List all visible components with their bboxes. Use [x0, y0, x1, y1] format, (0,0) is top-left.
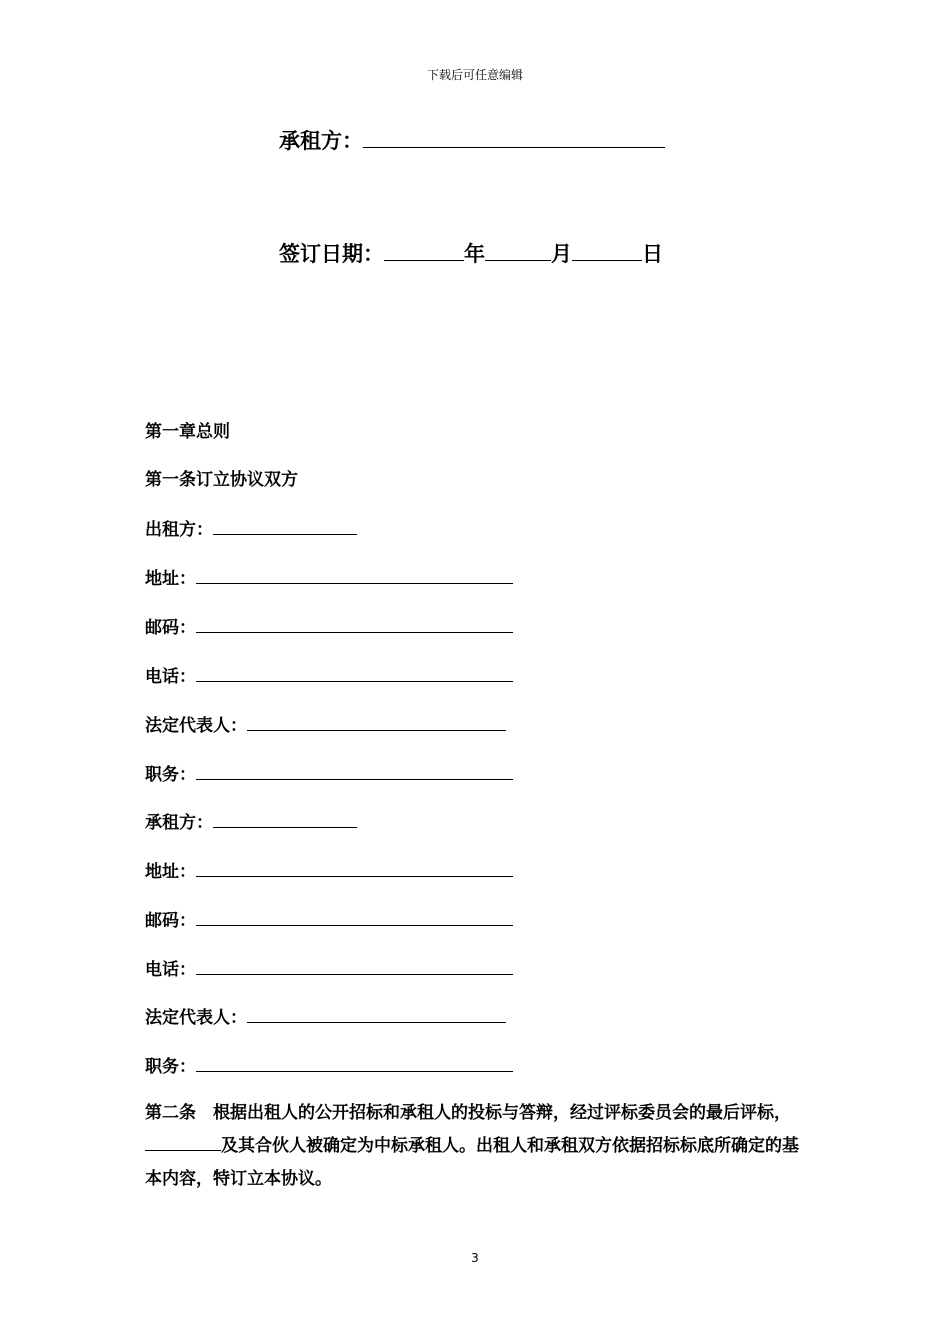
- lessee-legal-rep-label: 法定代表人：: [145, 1008, 247, 1028]
- lessor-phone-label: 电话：: [145, 667, 196, 687]
- page-header: 下载后可任意编辑: [426, 68, 523, 82]
- article2-paragraph: [145, 1097, 805, 1196]
- lessor-legal-rep-label: 法定代表人：: [145, 716, 247, 736]
- cover-sign-date-line: [279, 240, 663, 267]
- lessee-phone-blank[interactable]: [196, 958, 513, 975]
- lessor-legal-rep-blank[interactable]: [247, 714, 506, 731]
- article2-part1: 第二条 根据出租人的公开招标和承租人的投标与答辩，经过评标委员会的最后评标，: [145, 1103, 791, 1123]
- article1-title: 第一条订立协议双方: [145, 470, 298, 490]
- lessor-address-blank[interactable]: [196, 567, 513, 584]
- lessee-party-blank[interactable]: [213, 811, 357, 828]
- lessee-phone-row: [145, 958, 513, 981]
- lessee-position-blank[interactable]: [196, 1055, 513, 1072]
- lessor-postcode-label: 邮码：: [145, 618, 196, 638]
- lessee-position-label: 职务：: [145, 1057, 196, 1077]
- year-label: 年: [464, 242, 485, 266]
- lessee-address-label: 地址：: [145, 862, 196, 882]
- sign-date-label: 签订日期：: [279, 242, 384, 266]
- lessee-party-row: [145, 811, 357, 834]
- lessee-postcode-label: 邮码：: [145, 911, 196, 931]
- lessee-position-row: [145, 1055, 513, 1078]
- lessor-phone-row: [145, 665, 513, 688]
- day-blank[interactable]: [572, 240, 642, 261]
- lessee-address-row: [145, 860, 513, 883]
- cover-lessee-blank[interactable]: [363, 127, 665, 148]
- lessee-address-blank[interactable]: [196, 860, 513, 877]
- cover-lessee-line: [279, 127, 665, 154]
- lessor-position-label: 职务：: [145, 765, 196, 785]
- winning-bidder-blank[interactable]: [145, 1134, 221, 1151]
- lessor-address-label: 地址：: [145, 569, 196, 589]
- day-label: 日: [642, 242, 663, 266]
- lessor-party-blank[interactable]: [213, 518, 357, 535]
- lessee-postcode-blank[interactable]: [196, 909, 513, 926]
- chapter-title: 第一章总则: [145, 422, 230, 442]
- month-blank[interactable]: [485, 240, 551, 261]
- lessor-legal-rep-row: [145, 714, 506, 737]
- lessor-position-blank[interactable]: [196, 763, 513, 780]
- lessor-position-row: [145, 763, 513, 786]
- lessee-postcode-row: [145, 909, 513, 932]
- lessee-legal-rep-row: [145, 1006, 506, 1029]
- lessee-party-label: 承租方：: [145, 813, 213, 833]
- lessee-phone-label: 电话：: [145, 960, 196, 980]
- lessor-party-label: 出租方：: [145, 520, 213, 540]
- article2-part2: 及其合伙人被确定为中标承租人。出租人和承租双方依据招标标底所确定的基本内容，特订立本协议。: [145, 1136, 799, 1189]
- lessor-address-row: [145, 567, 513, 590]
- lessor-party-row: [145, 518, 357, 541]
- lessor-postcode-row: [145, 616, 513, 639]
- lessor-phone-blank[interactable]: [196, 665, 513, 682]
- year-blank[interactable]: [384, 240, 464, 261]
- month-label: 月: [551, 242, 572, 266]
- lessor-postcode-blank[interactable]: [196, 616, 513, 633]
- lessee-legal-rep-blank[interactable]: [247, 1006, 506, 1023]
- page-number: 3: [471, 1251, 479, 1265]
- cover-lessee-label: 承租方：: [279, 129, 363, 153]
